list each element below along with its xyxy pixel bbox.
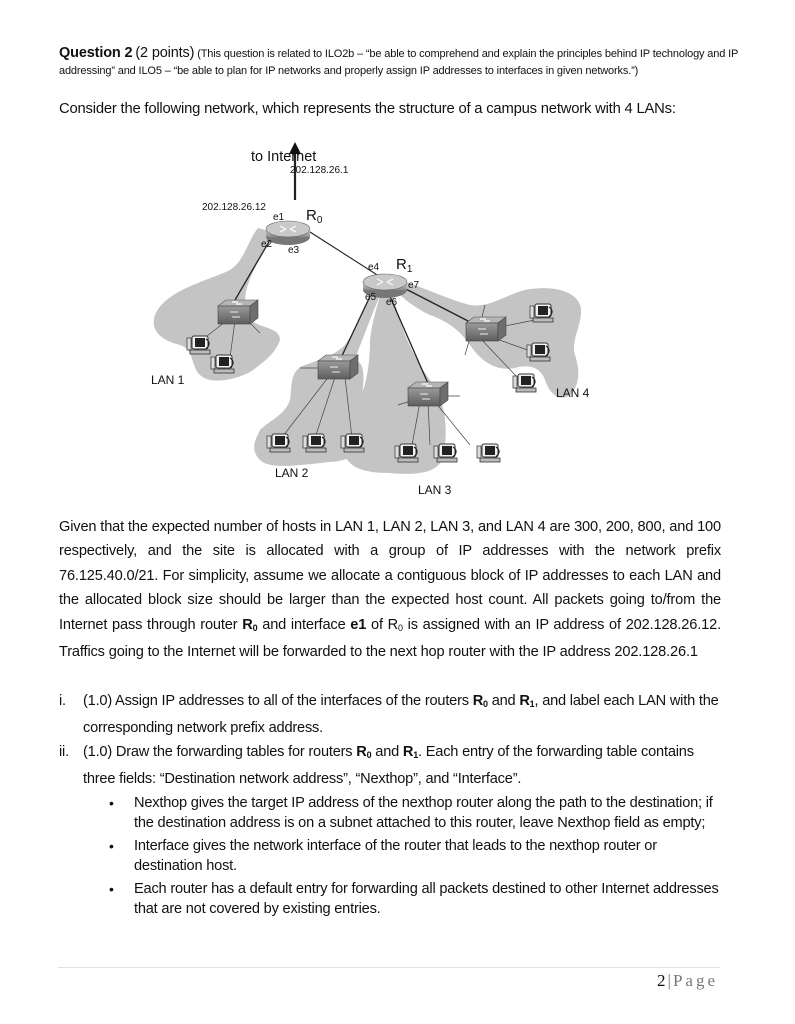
iface-e6: e6 [386,297,398,308]
r0-bold: $R_0$ [242,616,258,633]
lan2-label: LAN 2 [275,466,309,480]
question-points: (2 points) [135,45,195,61]
network-diagram [130,140,630,510]
router-r0 [266,221,310,245]
e1-ip-label: 202.128.26.12 [202,202,266,213]
statement-part: Given that the expected number of hosts in LAN 1, LAN 2, LAN 3, and LAN 4 are 300, 200, 800, and 100 respectively, and the site is allocated with a group of IP addresses with the network prefix 76.125.40.0/21. For simplicity, assume we allocate a contiguous block of IP addresses to each LAN and the allocated block size should be larger than the expected host count. All packets going to/from the Internet pass through router [59,519,721,633]
statement-part: is assigned with an IP address of 202.128.26.12. Traffics going to the Internet will be forwarded to the next hop router with the IP address 202.128.26.1 [59,616,721,661]
iface-e1: e1 [273,212,285,223]
next-hop-ip-label: 202.128.26.1 [290,165,349,176]
footer-separator: | [667,971,671,990]
bullet-icon: • [109,795,114,811]
bullet-interface: • Interface gives the network interface of the router that leads to the nexthop router or destination host. [109,838,657,874]
page-number: 2 [657,971,666,990]
question-header [59,45,739,79]
lan3-switch [408,382,448,406]
question-title: Question 2 [59,45,133,61]
item-number: i. [59,693,66,709]
router-r0-label: $R_0$ [306,207,323,226]
iface-e4: e4 [368,262,380,273]
iface-e7: e7 [408,280,420,291]
bullet-list [109,793,729,919]
lan4-label: LAN 4 [556,386,590,400]
to-internet-label: to Internet [251,149,317,165]
ilo-note: (This question is related to ILO2b – “be able to comprehend and explain the principles behind IP technology and IP addressing” and ILO5 – “be able to plan for IP networks and properly assign IP addresses to interfaces in given networks.”) [59,48,739,77]
subquestion-ii: ii. (1.0) Draw the forwarding tables for routers $R_0$ and $R_1$. Each entry of the forwarding table contains three fields: “Destination network address”, “Nexthop”, and “Interface”. [59,740,729,791]
iface-e3: e3 [288,245,300,256]
subquestion-list [59,689,729,922]
bullet-icon: • [109,881,114,897]
page-label: Page [672,971,718,990]
lan1-label: LAN 1 [151,373,185,387]
footer-divider [58,967,720,968]
problem-statement [59,515,721,664]
r0-sub: 0 [398,622,403,633]
statement-part: of R [366,616,399,633]
lan1-switch [218,300,258,324]
item-number: ii. [59,744,69,760]
statement-part: and interface [257,616,351,633]
lan2-switch [318,355,358,379]
e1-bold: e1 [350,616,367,633]
bullet-icon: • [109,838,114,854]
lan4-switch [466,317,506,341]
iface-e5: e5 [365,292,377,303]
page-number-footer [657,971,718,991]
subquestion-i: i. (1.0) Assign IP addresses to all of the interfaces of the routers $R_0$ and $R_1$, and label each LAN with the corresponding network prefix address. [59,689,729,740]
iface-e2: e2 [261,239,273,250]
question-intro: Consider the following network, which represents the structure of a campus network with 4 LANs: [59,101,676,117]
bullet-nexthop: • Nexthop gives the target IP address of the nexthop router along the path to the destination; if the destination address is on a subnet attached to this router, leave Nexthop field as empty; [109,795,713,831]
lan3-label: LAN 3 [418,483,452,497]
router-r1-label: $R_1$ [396,256,413,275]
bullet-default-entry: • Each router has a default entry for forwarding all packets destined to other Internet addresses that are not covered by existing entries. [109,881,719,917]
